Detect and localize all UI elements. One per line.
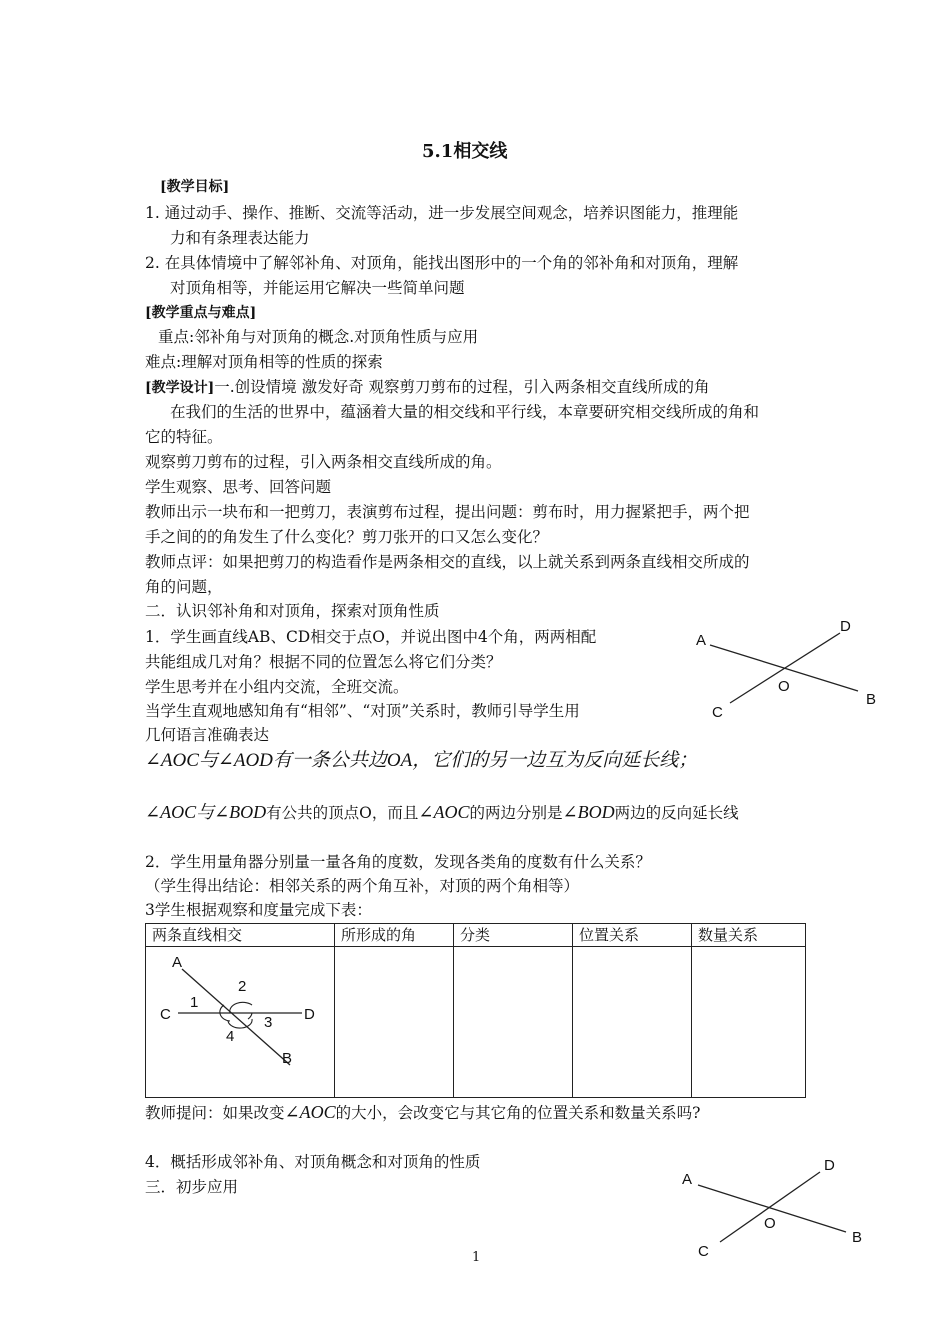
design-line bbox=[145, 377, 710, 398]
math2-text-2: 的两边分别是 bbox=[469, 804, 563, 822]
goals-header: [教学目标] bbox=[160, 179, 230, 195]
label-d: D bbox=[840, 618, 851, 635]
label-c: C bbox=[712, 704, 723, 721]
table-header-cell: 分类 bbox=[454, 924, 573, 947]
intersecting-lines-figure-3 bbox=[680, 1150, 880, 1260]
para-3: 学生观察、思考、回答问题 bbox=[145, 478, 332, 496]
label-d: D bbox=[824, 1157, 835, 1174]
teacher-q-angle: ∠AOC bbox=[284, 1102, 336, 1122]
section-2-heading: 二．认识邻补角和对顶角，探索对顶角性质 bbox=[145, 602, 440, 620]
angle-label-3: 3 bbox=[264, 1014, 273, 1031]
label-o: O bbox=[764, 1215, 776, 1232]
angle-label-2: 2 bbox=[238, 978, 247, 995]
para-4-line-1: 教师出示一块布和一把剪刀，表演剪布过程，提出问题：剪布时，用力握紧把手，两个把 bbox=[145, 503, 750, 521]
label-b: B bbox=[282, 1050, 293, 1067]
angle-label-1: 1 bbox=[190, 994, 199, 1011]
label-d: D bbox=[304, 1006, 315, 1023]
goal-2-line-2: 对顶角相等，并能运用它解决一些简单问题 bbox=[170, 279, 465, 297]
page-title: 5.1相交线 bbox=[422, 141, 508, 162]
para-1-line-2: 它的特征。 bbox=[145, 428, 223, 446]
teacher-question bbox=[145, 1100, 700, 1125]
math2-angle-bod: ∠BOD bbox=[562, 802, 615, 822]
goal-1-line-1: 1. 通过动手、操作、推断、交流等活动，进一步发展空间观念，培养识图能力，推理能 bbox=[145, 204, 739, 222]
label-c: C bbox=[698, 1243, 709, 1260]
math2-text-1: 有公共的顶点O，而且 bbox=[266, 804, 419, 822]
design-header: [教学设计] bbox=[145, 380, 215, 396]
s2-1-line-4: 当学生直观地感知角有“相邻”、“对顶”关系时，教师引导学生用 bbox=[145, 702, 580, 720]
s2-2-note: （学生得出结论：相邻关系的两个角互补，对顶的两个角相等） bbox=[145, 877, 580, 895]
key-header: [教学重点与难点] bbox=[145, 305, 257, 321]
angle-label-4: 4 bbox=[226, 1028, 235, 1045]
table-header-row bbox=[146, 924, 806, 947]
math2-text-3: 两边的反向延长线 bbox=[614, 804, 739, 822]
page-number: 1 bbox=[472, 1250, 481, 1265]
label-a: A bbox=[682, 1171, 693, 1188]
s2-1-line-3: 学生思考并在小组内交流，全班交流。 bbox=[145, 678, 409, 696]
table-cell bbox=[454, 947, 573, 1098]
math2-angle-aoc: ∠AOC bbox=[418, 802, 470, 822]
design-intro: 一.创设情境 激发好奇 观察剪刀剪布的过程，引入两条相交直线所成的角 bbox=[214, 378, 710, 396]
teacher-q-text-1: 教师提问：如果改变 bbox=[145, 1104, 285, 1122]
label-a: A bbox=[696, 632, 707, 649]
s2-1-line-1: 1．学生画直线AB、CD相交于点O，并说出图中4个角，两两相配 bbox=[145, 628, 597, 646]
para-4-line-2: 手之间的的角发生了什么变化？剪刀张开的口又怎么变化？ bbox=[145, 528, 549, 546]
difficulty: 难点:理解对顶角相等的性质的探索 bbox=[145, 353, 383, 371]
observation-table bbox=[145, 923, 806, 1098]
s2-3: 3学生根据观察和度量完成下表： bbox=[145, 901, 372, 919]
s2-1-line-2: 共能组成几对角？根据不同的位置怎么将它们分类？ bbox=[145, 653, 502, 671]
intersecting-lines-figure-2 bbox=[152, 953, 315, 1067]
key-point: 重点:邻补角与对顶角的概念.对顶角性质与应用 bbox=[158, 328, 479, 346]
s2-4: 4．概括形成邻补角、对顶角概念和对顶角的性质 bbox=[145, 1153, 481, 1171]
section-3-heading: 三．初步应用 bbox=[145, 1178, 239, 1196]
angle-arc-3 bbox=[248, 1013, 252, 1019]
table-row bbox=[146, 947, 806, 1098]
table-header-cell: 位置关系 bbox=[573, 924, 692, 947]
label-c: C bbox=[160, 1006, 171, 1023]
table-header-cell: 两条直线相交 bbox=[146, 924, 335, 947]
table-header-cell: 所形成的角 bbox=[335, 924, 454, 947]
line-ab bbox=[182, 969, 293, 1067]
para-5-line-1: 教师点评：如果把剪刀的构造看作是两条相交的直线，以上就关系到两条直线相交所成的 bbox=[145, 553, 750, 571]
math2-angle-aoc-bod: ∠AOC与∠BOD bbox=[145, 802, 267, 822]
table-figure-cell bbox=[146, 947, 335, 1098]
para-1-line-1: 在我们的生活的世界中，蕴涵着大量的相交线和平行线，本章要研究相交线所成的角和 bbox=[170, 403, 760, 421]
table-header-cell: 数量关系 bbox=[692, 924, 806, 947]
goal-1-line-2: 力和有条理表达能力 bbox=[170, 229, 310, 247]
s2-2: 2．学生用量角器分别量一量各角的度数，发现各类角的度数有什么关系？ bbox=[145, 853, 651, 871]
math-statement-1: ∠AOC与∠AOD有一条公共边OA，它们的另一边互为反向延长线； bbox=[145, 750, 698, 771]
goal-2-line-1: 2. 在具体情境中了解邻补角、对顶角，能找出图形中的一个角的邻补角和对顶角，理解 bbox=[145, 254, 739, 272]
table-cell bbox=[335, 947, 454, 1098]
label-b: B bbox=[852, 1229, 863, 1246]
angle-arc-2 bbox=[230, 1002, 252, 1013]
math-statement-2 bbox=[145, 800, 739, 825]
teacher-q-text-2: 的大小，会改变它与其它角的位置关系和数量关系吗? bbox=[335, 1104, 701, 1122]
label-a: A bbox=[172, 954, 183, 971]
s2-1-line-5: 几何语言准确表达 bbox=[145, 726, 270, 744]
table-cell bbox=[692, 947, 806, 1098]
para-5-line-2: 角的问题， bbox=[145, 578, 223, 596]
label-b: B bbox=[866, 691, 877, 708]
intersecting-lines-figure-1 bbox=[690, 615, 890, 721]
table-cell bbox=[573, 947, 692, 1098]
label-o: O bbox=[778, 678, 790, 695]
para-2: 观察剪刀剪布的过程，引入两条相交直线所成的角。 bbox=[145, 453, 502, 471]
